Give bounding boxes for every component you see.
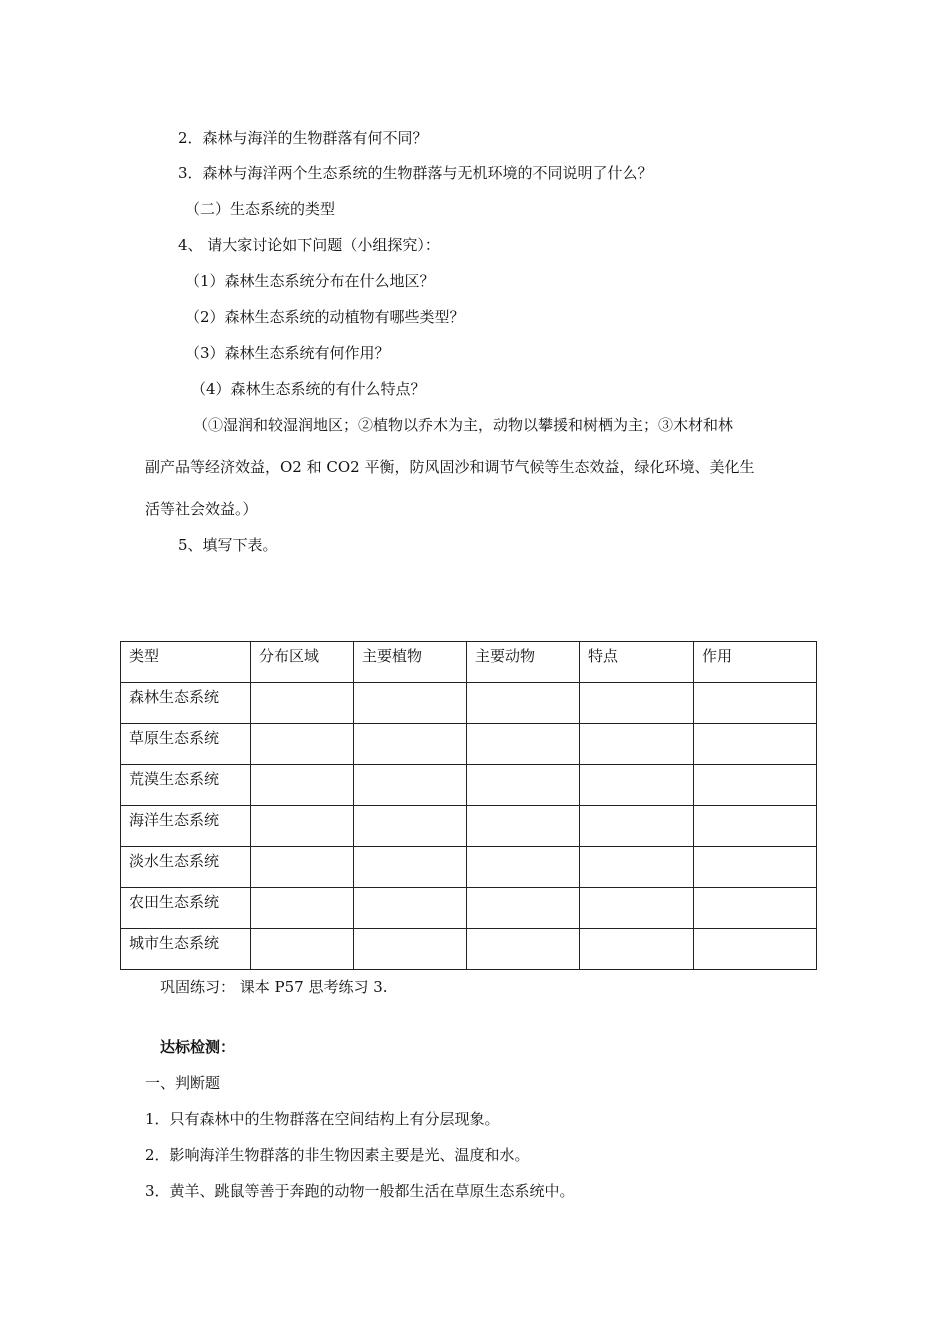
blank-cell <box>580 888 694 929</box>
blank-cell <box>467 929 580 970</box>
blank-cell <box>467 765 580 806</box>
discussion-item-2: （2）森林生态系统的动植物有哪些类型？ <box>185 308 465 326</box>
blank-cell <box>694 847 817 888</box>
table-row <box>121 724 817 765</box>
blank-cell <box>251 683 354 724</box>
table-header-type: 类型 <box>121 642 251 683</box>
blank-cell <box>354 806 467 847</box>
blank-cell <box>251 929 354 970</box>
blank-cell <box>580 806 694 847</box>
blank-cell <box>467 888 580 929</box>
blank-cell <box>251 765 354 806</box>
question-2: 2．森林与海洋的生物群落有何不同？ <box>178 129 428 147</box>
blank-cell <box>354 929 467 970</box>
discussion-intro: 4、 请大家讨论如下问题（小组探究）： <box>178 236 440 254</box>
blank-cell <box>580 929 694 970</box>
discussion-item-4: （4）森林生态系统的有什么特点？ <box>191 380 426 398</box>
blank-cell <box>251 888 354 929</box>
table-header-row <box>121 642 817 683</box>
blank-cell <box>694 765 817 806</box>
blank-cell <box>467 847 580 888</box>
row-label: 农田生态系统 <box>121 888 251 929</box>
blank-cell <box>580 683 694 724</box>
row-label: 海洋生态系统 <box>121 806 251 847</box>
answer-line-3: 活等社会效益。） <box>145 500 258 518</box>
blank-cell <box>354 847 467 888</box>
table-row <box>121 888 817 929</box>
table-row <box>121 929 817 970</box>
table-header-animals: 主要动物 <box>467 642 580 683</box>
judgment-item-2: 2．影响海洋生物群落的非生物因素主要是光、温度和水。 <box>145 1146 530 1164</box>
blank-cell <box>694 888 817 929</box>
row-label: 城市生态系统 <box>121 929 251 970</box>
table-row <box>121 765 817 806</box>
blank-cell <box>580 765 694 806</box>
blank-cell <box>251 724 354 765</box>
fill-table-instruction: 5、填写下表。 <box>178 536 278 554</box>
judgment-heading: 一、判断题 <box>145 1074 221 1092</box>
table-header-distribution: 分布区域 <box>251 642 354 683</box>
table-header-plants: 主要植物 <box>354 642 467 683</box>
answer-line-2: 副产品等经济效益，O2 和 CO2 平衡，防风固沙和调节气候等生态效益，绿化环境、美化生 <box>145 458 755 476</box>
row-label: 淡水生态系统 <box>121 847 251 888</box>
question-3: 3．森林与海洋两个生态系统的生物群落与无机环境的不同说明了什么？ <box>178 164 653 182</box>
blank-cell <box>694 683 817 724</box>
practice-line: 巩固练习： 课本 P57 思考练习 3. <box>160 978 388 996</box>
judgment-item-1: 1．只有森林中的生物群落在空间结构上有分层现象。 <box>145 1110 500 1128</box>
blank-cell <box>251 806 354 847</box>
blank-cell <box>467 724 580 765</box>
ecosystem-table <box>120 641 817 970</box>
blank-cell <box>467 806 580 847</box>
table-row <box>121 683 817 724</box>
table-row <box>121 847 817 888</box>
table-header-features: 特点 <box>580 642 694 683</box>
judgment-item-3: 3．黄羊、跳鼠等善于奔跑的动物一般都生活在草原生态系统中。 <box>145 1182 575 1200</box>
blank-cell <box>580 847 694 888</box>
section-heading: （二）生态系统的类型 <box>185 200 336 218</box>
row-label: 荒漠生态系统 <box>121 765 251 806</box>
blank-cell <box>694 806 817 847</box>
blank-cell <box>251 847 354 888</box>
discussion-item-3: （3）森林生态系统有何作用？ <box>185 344 390 362</box>
blank-cell <box>694 724 817 765</box>
table-header-function: 作用 <box>694 642 817 683</box>
blank-cell <box>694 929 817 970</box>
blank-cell <box>467 683 580 724</box>
table-row <box>121 806 817 847</box>
discussion-item-1: （1）森林生态系统分布在什么地区？ <box>185 272 435 290</box>
blank-cell <box>354 724 467 765</box>
row-label: 森林生态系统 <box>121 683 251 724</box>
blank-cell <box>580 724 694 765</box>
answer-line-1: （①湿润和较湿润地区；②植物以乔木为主，动物以攀援和树栖为主；③木材和林 <box>193 416 734 434</box>
blank-cell <box>354 683 467 724</box>
row-label: 草原生态系统 <box>121 724 251 765</box>
blank-cell <box>354 765 467 806</box>
blank-cell <box>354 888 467 929</box>
assessment-title: 达标检测： <box>160 1038 236 1056</box>
